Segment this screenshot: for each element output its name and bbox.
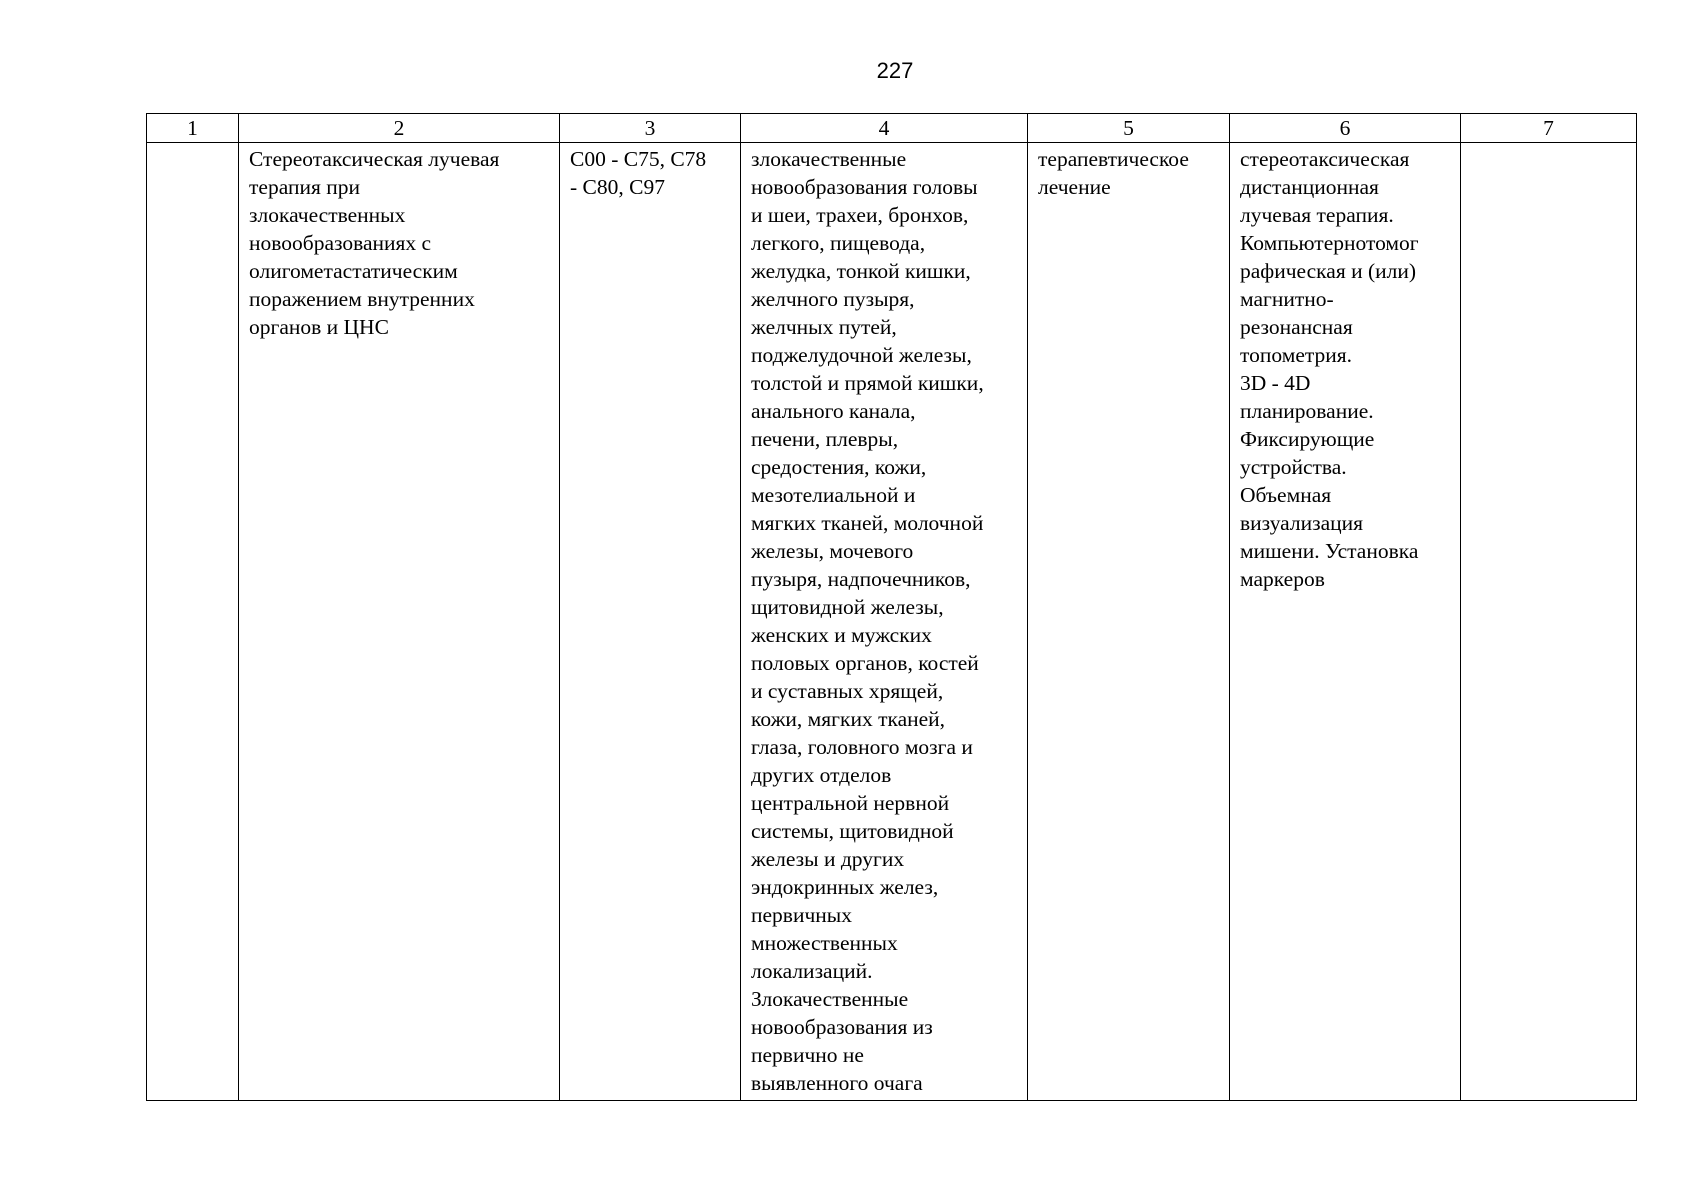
cell-text-line: рафическая и (или) [1240,259,1417,283]
cell-text-line: новообразованиях с [249,231,432,255]
header-cell-7: 7 [1461,114,1637,143]
cell-col5 [1028,143,1230,1101]
cell-text-line: множественных [751,931,898,955]
cell-text-line: первичных [751,903,852,927]
cell-text-line: глаза, головного мозга и [751,735,973,759]
cell-text-line: железы, мочевого [751,539,914,563]
cell-text-line: мезотелиальной и [751,483,916,507]
cell-text-line: Стереотаксическая лучевая [249,147,500,171]
cell-text-line: выявленного очага [751,1071,923,1095]
cell-text-line: Объемная [1240,483,1332,507]
cell-text-line: женских и мужских [751,623,932,647]
cell-text-line: эндокринных желез, [751,875,939,899]
cell-text-line: кожи, мягких тканей, [751,707,946,731]
page-number: 227 [876,58,914,83]
cell-col2 [239,143,560,1101]
cell-text-line: толстой и прямой кишки, [751,371,984,395]
cell-text-line: легкого, пищевода, [751,231,926,255]
cell-text-line: желчных путей, [751,315,897,339]
cell-text-line: злокачественные [751,147,907,171]
cell-text-line: первично не [751,1043,864,1067]
cell-text-line: лучевая терапия. [1240,203,1394,227]
cell-col3 [560,143,741,1101]
cell-text-line: других отделов [751,763,892,787]
cell-text-line: маркеров [1240,567,1325,591]
cell-text-line: Фиксирующие [1240,427,1375,451]
cell-col7 [1461,143,1637,1101]
cell-text-line: пузыря, надпочечников, [751,567,971,591]
header-cell-4: 4 [741,114,1028,143]
cell-text-line: желудка, тонкой кишки, [751,259,971,283]
cell-text-line: Злокачественные [751,987,909,1011]
cell-text-line: системы, щитовидной [751,819,954,843]
cell-text-line: злокачественных [249,203,406,227]
header-cell-2: 2 [239,114,560,143]
table-row [147,143,1637,1101]
header-cell-6: 6 [1230,114,1461,143]
cell-text-line: железы и других [751,847,905,871]
cell-text-line: стереотаксическая [1240,147,1410,171]
cell-text-line: средостения, кожи, [751,455,927,479]
cell-text-line: щитовидной железы, [751,595,944,619]
cell-text-line: топометрия. [1240,343,1353,367]
cell-text-line: локализаций. [751,959,873,983]
cell-text-line: визуализация [1240,511,1364,535]
cell-text-line: поджелудочной железы, [751,343,972,367]
cell-col6 [1230,143,1461,1101]
cell-text-line: - C80, C97 [570,175,665,199]
cell-text-line: мишени. Установка [1240,539,1419,563]
cell-text-line: анального канала, [751,399,916,423]
cell-text-line: терапия при [249,175,360,199]
cell-text-line: олигометастатическим [249,259,458,283]
cell-text-line: половых органов, костей [751,651,979,675]
header-cell-1: 1 [147,114,239,143]
cell-text-line: планирование. [1240,399,1374,423]
header-cell-3: 3 [560,114,741,143]
cell-text-line: центральной нервной [751,791,950,815]
cell-text-line: резонансная [1240,315,1353,339]
cell-text-line: новообразования из [751,1015,933,1039]
cell-col1 [147,143,239,1101]
cell-text-line: C00 - C75, C78 [570,147,707,171]
cell-text-line: 3D - 4D [1240,371,1311,395]
cell-text-line: магнитно- [1240,287,1334,311]
cell-text-line: и суставных хрящей, [751,679,944,703]
cell-text-line: устройства. [1240,455,1347,479]
cell-text-line: поражением внутренних [249,287,475,311]
cell-col4 [741,143,1028,1101]
cell-text-line: мягких тканей, молочной [751,511,984,535]
cell-text-line: и шеи, трахеи, бронхов, [751,203,969,227]
cell-text-line: печени, плевры, [751,427,899,451]
cell-text-line: дистанционная [1240,175,1379,199]
table-header-row [147,114,1637,143]
header-cell-5: 5 [1028,114,1230,143]
data-table [146,113,1637,1101]
cell-text-line: Компьютернотомог [1240,231,1419,255]
cell-text-line: терапевтическое [1038,147,1189,171]
cell-text-line: желчного пузыря, [751,287,915,311]
cell-text-line: органов и ЦНС [249,315,389,339]
cell-text-line: лечение [1038,175,1111,199]
cell-text-line: новообразования головы [751,175,978,199]
